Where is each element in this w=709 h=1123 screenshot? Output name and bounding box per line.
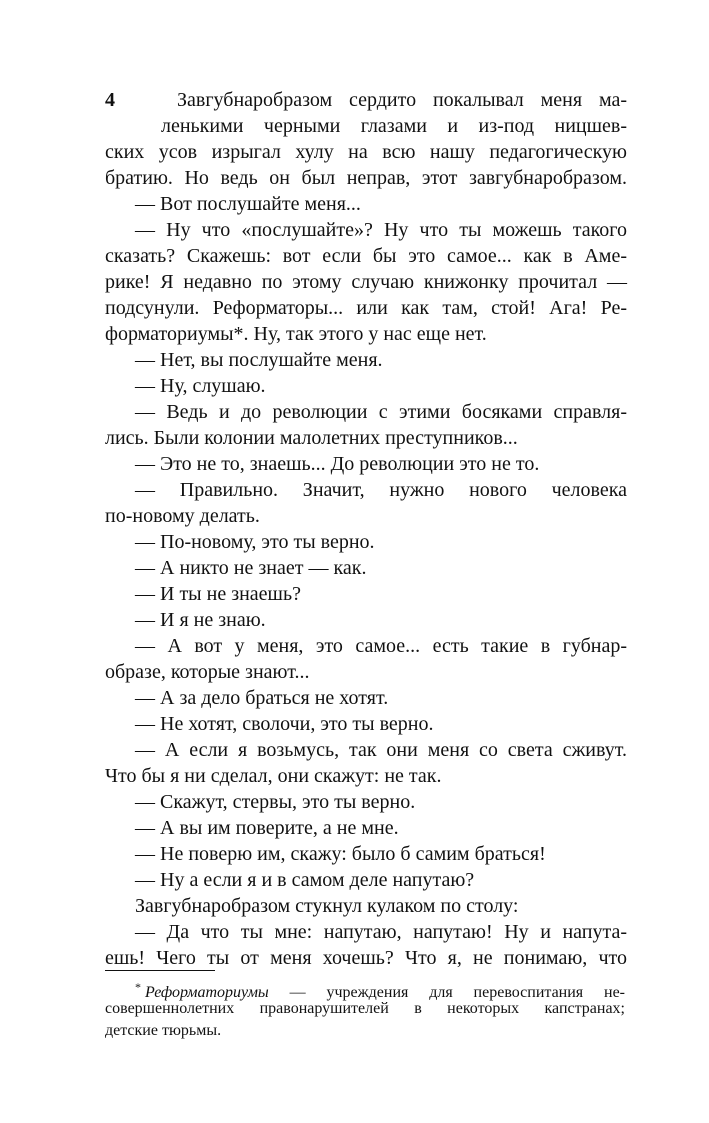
text-line: по-новому делать. (105, 505, 260, 527)
footnote-term: Реформаториумы (145, 984, 269, 1001)
page-number: 4 (105, 89, 115, 111)
footnote-line: детские тюрьмы. (105, 1022, 222, 1039)
text-line: — Не хотят, сволочи, это ты верно. (135, 713, 434, 735)
footnote-text: — учреждения для перевоспитания не- (268, 984, 625, 1001)
text-line: — А вы им поверите, а не мне. (135, 817, 399, 839)
text-line: форматориумы*. Ну, так этого у нас еще нет. (105, 323, 487, 345)
text-line: — Ну а если я и в самом деле напутаю? (135, 869, 475, 891)
text-line: братию. Но ведь он был неправ, этот завгубнаробразом. (105, 167, 627, 189)
text-line: — И я не знаю. (135, 609, 266, 631)
text-line: — И ты не знаешь? (135, 583, 301, 605)
text-line: — Ведь и до революции с этими босяками справля- (135, 401, 627, 423)
text-line: ских усов изрыгал хулу на всю нашу педагогическую (105, 141, 627, 163)
text-line: сказать? Скажешь: вот если бы это самое... как в Аме- (105, 245, 627, 267)
text-line: — А никто не знает — как. (135, 557, 367, 579)
text-line: — Ну, слушаю. (135, 375, 266, 397)
text-line: — А если я возьмусь, так они меня со света сживут. (135, 739, 627, 761)
text-line: — Правильно. Значит, нужно нового человека (135, 479, 627, 501)
footnote-marker: * (135, 980, 141, 994)
text-line: — По-новому, это ты верно. (135, 531, 375, 553)
text-line: Что бы я ни сделал, они скажут: не так. (105, 765, 442, 787)
text-line: — Вот послушайте меня... (135, 193, 361, 215)
text-line: Завгубнаробразом стукнул кулаком по столу: (135, 895, 519, 917)
text-line: — Это не то, знаешь... До революции это не то. (135, 453, 540, 475)
text-line: ешь! Чего ты от меня хочешь? Что я, не понимаю, что (105, 947, 627, 969)
text-line: — А вот у меня, это самое... есть такие в губнар- (135, 635, 627, 657)
text-line: — Не поверю им, скажу: было б самим браться! (135, 843, 546, 865)
text-line: — Да что ты мне: напутаю, напутаю! Ну и напута- (135, 921, 627, 943)
text-line: ленькими черными глазами и из-под ницшев- (161, 115, 627, 137)
text-line: лись. Были колонии малолетних преступников... (105, 427, 518, 449)
text-line: — А за дело браться не хотят. (135, 687, 389, 709)
text-line: подсунули. Реформаторы... или как там, стой! Ага! Ре- (105, 297, 627, 319)
text-line: — Скажут, стервы, это ты верно. (135, 791, 416, 813)
text-line: рике! Я недавно по этому случаю книжонку прочитал — (105, 271, 627, 293)
text-line: образе, которые знают... (105, 661, 310, 683)
text-line: — Нет, вы послушайте меня. (135, 349, 383, 371)
text-line: — Ну что «послушайте»? Ну что ты можешь такого (135, 219, 627, 241)
text-line: Завгубнаробразом сердито покалывал меня ма- (177, 89, 627, 111)
footnote-divider (105, 970, 215, 971)
footnote-line: совершеннолетних правонарушителей в некоторых капстранах; (105, 1000, 625, 1017)
